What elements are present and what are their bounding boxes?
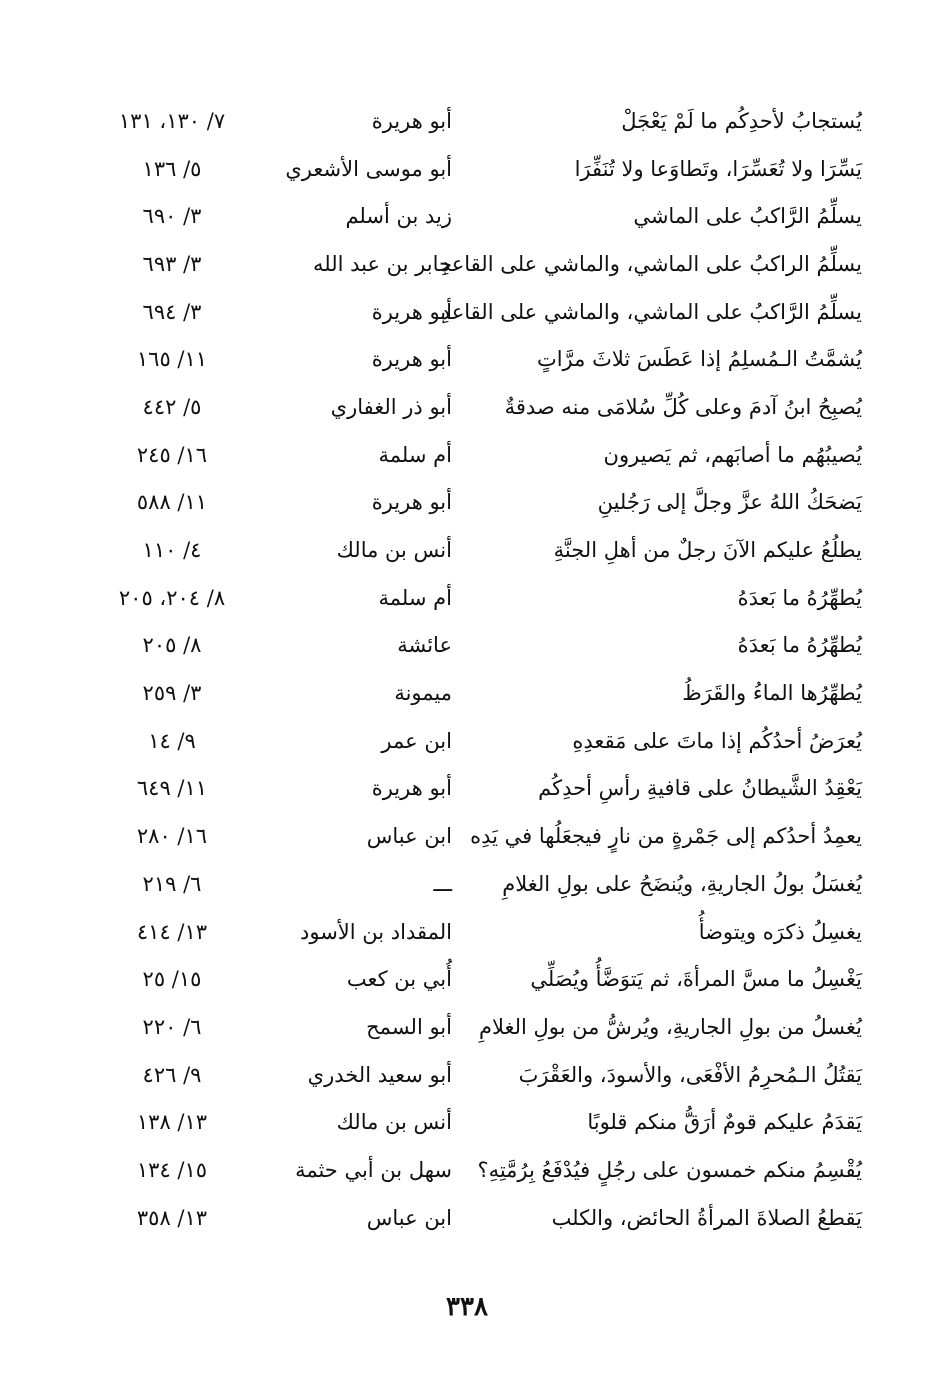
hadith-text: يَضحَكُ اللهُ عزَّ وجلَّ إلى رَجُلينِ bbox=[597, 490, 862, 515]
table-row bbox=[92, 717, 862, 765]
narrator-name: المقداد بن الأسود bbox=[300, 919, 452, 944]
volume-page-ref: ١٥/ ١٣٤ bbox=[136, 1157, 208, 1182]
hadith-text: يُطهِّرُها الماءُ والقَرَظُ bbox=[682, 681, 862, 706]
narrator-name: أبو هريرة bbox=[371, 299, 452, 324]
narrator-name: أبو هريرة bbox=[371, 347, 452, 372]
hadith-text: يُطهِّرُهُ ما بَعدَهُ bbox=[737, 585, 862, 610]
hadith-text: يُغسلُ من بولِ الجاريةِ، ويُرشُّ من بولِ الغلامِ bbox=[478, 1014, 862, 1039]
table-row bbox=[92, 1003, 862, 1051]
volume-page-ref: ٦/ ٢٢٠ bbox=[142, 1014, 202, 1039]
hadith-text: يسلِّمُ الراكبُ على الماشي، والماشي على القاعدِ bbox=[440, 251, 862, 276]
table-row bbox=[92, 622, 862, 670]
hadith-text: يطلُعُ عليكم الآنَ رجلٌ من أهلِ الجنَّةِ bbox=[553, 538, 862, 563]
volume-page-ref: ٣/ ٦٩٠ bbox=[142, 204, 202, 229]
volume-page-ref: ٩/ ١٤ bbox=[148, 728, 196, 753]
hadith-text: يُصيبُهُم ما أصابَهم، ثم يَصيرون bbox=[603, 442, 862, 467]
narrator-name: أنس بن مالك bbox=[336, 538, 452, 563]
narrator-name: أُبي بن كعب bbox=[346, 967, 452, 992]
hadith-text: يُصبِحُ ابنُ آدمَ وعلى كُلِّ سُلامَى منه صدقةٌ bbox=[504, 394, 862, 419]
page-number: ٣٣٨ bbox=[446, 1292, 488, 1322]
narrator-name: أم سلمة bbox=[378, 585, 452, 610]
narrator-name: ـــ bbox=[433, 871, 452, 896]
volume-page-ref: ٣/ ٦٩٣ bbox=[142, 251, 202, 276]
hadith-text: يُقْسِمُ منكم خمسون على رجُلٍ فيُدْفَعُ بِرُمَّتِهِ؟ bbox=[477, 1157, 862, 1182]
table-row bbox=[92, 479, 862, 527]
volume-page-ref: ٣/ ٦٩٤ bbox=[142, 299, 202, 324]
volume-page-ref: ٤/ ١١٠ bbox=[142, 538, 202, 563]
narrator-name: سهل بن أبي حثمة bbox=[295, 1157, 452, 1182]
narrator-name: أبو موسى الأشعري bbox=[285, 156, 452, 181]
narrator-name: ابن عمر bbox=[381, 728, 452, 753]
hadith-text: يُشمَّتُ الـمُسلِمُ إذا عَطَسَ ثلاثَ مرَّاتٍ bbox=[536, 347, 862, 372]
volume-page-ref: ٣/ ٢٥٩ bbox=[142, 681, 202, 706]
volume-page-ref: ١٣/ ٣٥٨ bbox=[136, 1205, 208, 1230]
hadith-index-table bbox=[92, 97, 862, 1242]
table-row bbox=[92, 574, 862, 622]
hadith-text: يَغْسِلُ ما مسَّ المرأةَ، ثم يَتوَضَّأُ ويُصَلِّي bbox=[530, 967, 862, 992]
table-row bbox=[92, 955, 862, 1003]
table-row bbox=[92, 812, 862, 860]
volume-page-ref: ٩/ ٤٢٦ bbox=[142, 1062, 202, 1087]
table-row bbox=[92, 669, 862, 717]
table-row bbox=[92, 1098, 862, 1146]
hadith-text: يُعرَضُ أحدُكُم إذا ماتَ على مَقعدِهِ bbox=[572, 728, 862, 753]
table-row bbox=[92, 526, 862, 574]
volume-page-ref: ١١/ ٦٤٩ bbox=[136, 776, 208, 801]
narrator-name: جابر بن عبد الله bbox=[312, 251, 452, 276]
table-row bbox=[92, 765, 862, 813]
volume-page-ref: ١١/ ١٦٥ bbox=[136, 347, 208, 372]
narrator-name: أم سلمة bbox=[378, 442, 452, 467]
hadith-text: يسلِّمُ الرَّاكبُ على الماشي bbox=[633, 204, 862, 229]
narrator-name: أبو هريرة bbox=[371, 108, 452, 133]
table-row bbox=[92, 908, 862, 956]
table-row bbox=[92, 240, 862, 288]
narrator-name: زيد بن أسلم bbox=[345, 204, 452, 229]
narrator-name: أبو ذر الغفاري bbox=[330, 394, 452, 419]
volume-page-ref: ١٦/ ٢٤٥ bbox=[136, 442, 208, 467]
narrator-name: أبو هريرة bbox=[371, 490, 452, 515]
table-row bbox=[92, 1146, 862, 1194]
table-row bbox=[92, 145, 862, 193]
hadith-text: يغسِلُ ذكرَه ويتوضأُ bbox=[698, 919, 862, 944]
hadith-text: يَسِّرَا ولا تُعَسِّرَا، وتَطاوَعا ولا تُنَفِّرَا bbox=[574, 156, 862, 181]
hadith-text: يُغسَلُ بولُ الجاريةِ، ويُنضَحُ على بولِ الغلامِ bbox=[502, 871, 862, 896]
volume-page-ref: ١٣/ ١٣٨ bbox=[136, 1110, 208, 1135]
table-row bbox=[92, 192, 862, 240]
table-row bbox=[92, 383, 862, 431]
volume-page-ref: ١٥/ ٢٥ bbox=[142, 967, 202, 992]
hadith-text: يُستجابُ لأحدِكُم ما لَمْ يَعْجَلْ bbox=[621, 108, 862, 133]
volume-page-ref: ١٦/ ٢٨٠ bbox=[136, 824, 208, 849]
hadith-text: يَقطعُ الصلاةَ المرأةُ الحائض، والكلب bbox=[551, 1205, 862, 1230]
table-row bbox=[92, 97, 862, 145]
narrator-name: ابن عباس bbox=[366, 1205, 452, 1230]
volume-page-ref: ٧/ ١٣٠، ١٣١ bbox=[118, 108, 226, 133]
hadith-text: يَقتُلُ الـمُحرِمُ الأفْعَى، والأسودَ، والعَقْرَبَ bbox=[518, 1062, 862, 1087]
volume-page-ref: ٥/ ١٣٦ bbox=[142, 156, 202, 181]
volume-page-ref: ٨/ ٢٠٤، ٢٠٥ bbox=[118, 585, 226, 610]
narrator-name: أنس بن مالك bbox=[336, 1110, 452, 1135]
volume-page-ref: ١٣/ ٤١٤ bbox=[136, 919, 208, 944]
table-row bbox=[92, 431, 862, 479]
table-row bbox=[92, 335, 862, 383]
volume-page-ref: ٥/ ٤٤٢ bbox=[142, 394, 202, 419]
table-row bbox=[92, 288, 862, 336]
narrator-name: أبو سعيد الخدري bbox=[307, 1062, 452, 1087]
volume-page-ref: ٨/ ٢٠٥ bbox=[142, 633, 202, 658]
volume-page-ref: ١١/ ٥٨٨ bbox=[136, 490, 208, 515]
hadith-text: يُطهِّرُهُ ما بَعدَهُ bbox=[737, 633, 862, 658]
narrator-name: أبو هريرة bbox=[371, 776, 452, 801]
narrator-name: عائشة bbox=[397, 633, 452, 658]
narrator-name: ميمونة bbox=[394, 681, 452, 706]
hadith-text: يسلِّمُ الرَّاكبُ على الماشي، والماشي على القاعدِ bbox=[440, 299, 862, 324]
table-row bbox=[92, 1051, 862, 1099]
hadith-text: يعمِدُ أحدُكم إلى جَمْرةٍ من نارٍ فيجعَلُها في يَدِه bbox=[470, 824, 862, 849]
narrator-name: أبو السمح bbox=[366, 1014, 452, 1039]
volume-page-ref: ٦/ ٢١٩ bbox=[142, 871, 202, 896]
hadith-text: يَقدَمُ عليكم قومٌ أرَقُّ منكم قلوبًا bbox=[587, 1110, 862, 1135]
table-row bbox=[92, 860, 862, 908]
narrator-name: ابن عباس bbox=[366, 824, 452, 849]
table-row bbox=[92, 1194, 862, 1242]
hadith-text: يَعْقِدُ الشَّيطانُ على قافيةِ رأسِ أحدِكُم bbox=[538, 776, 862, 801]
